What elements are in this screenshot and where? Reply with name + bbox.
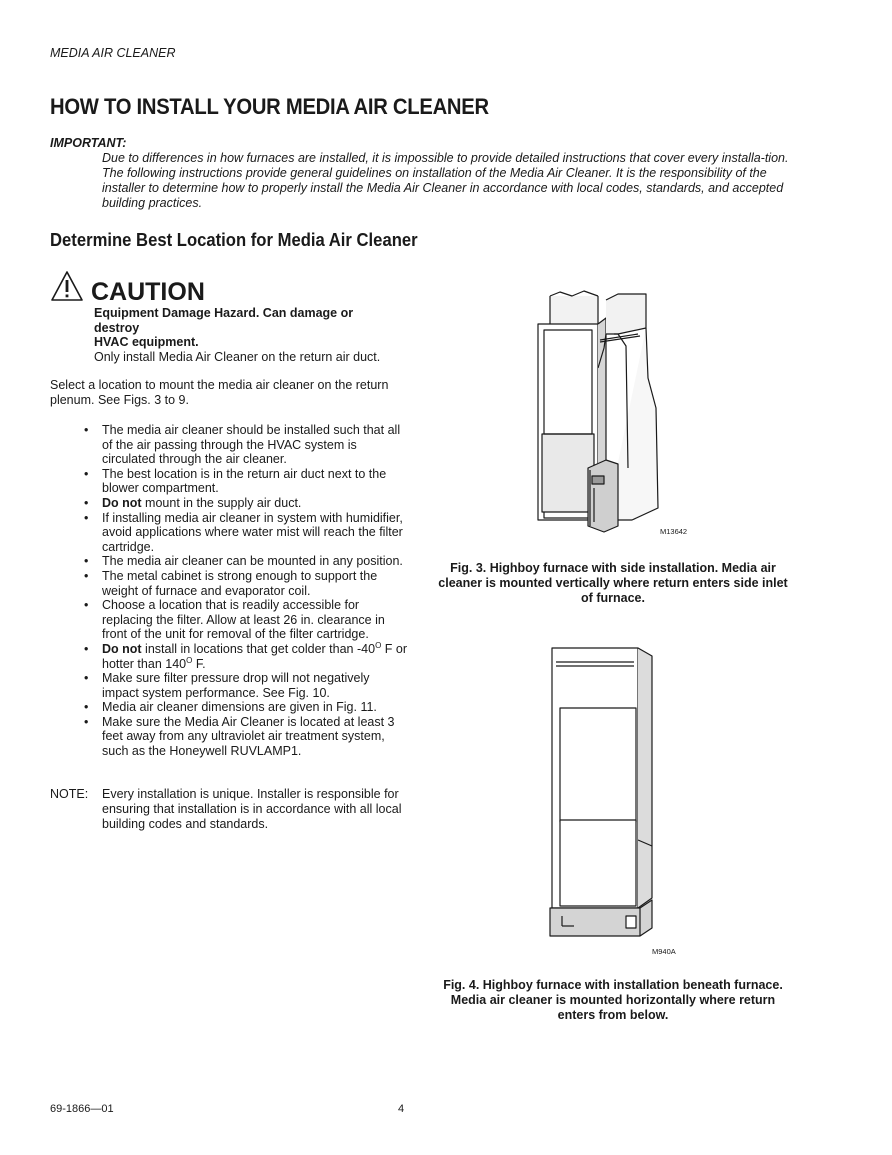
section-heading: Determine Best Location for Media Air Cleaner <box>50 229 418 250</box>
figure-4-caption: Fig. 4. Highboy furnace with installation beneath furnace. Media air cleaner is mounted horizontally where return enters from below. <box>443 978 783 1022</box>
list-item: • The media air cleaner can be mounted in any position. <box>84 554 403 569</box>
list-item: • If installing media air cleaner in system with humidifier, avoid applications where water mist will reach the filter cartridge. <box>84 510 403 554</box>
intro-paragraph: Select a location to mount the media air cleaner on the return plenum. See Figs. 3 to 9. <box>50 378 389 407</box>
list-item: • The metal cabinet is strong enough to support the weight of furnace and evaporator coil. <box>84 568 378 598</box>
caution-instruction: Only install Media Air Cleaner on the return air duct. <box>94 349 381 364</box>
note-text: Every installation is unique. Installer is responsible for ensuring that installation is in accordance with all local building codes and standards. <box>102 787 402 831</box>
location-guidelines-list <box>84 423 409 759</box>
important-label: IMPORTANT: <box>50 136 127 150</box>
caution-body <box>94 306 394 364</box>
figure-3-side-installation <box>528 288 700 538</box>
figure-3-caption: Fig. 3. Highboy furnace with side installation. Media air cleaner is mounted vertically where return enters side inlet of furnace. <box>438 561 788 605</box>
important-text: Due to differences in how furnaces are installed, it is impossible to provide detailed instructions that cover every installa-tion. The following instructions provide general guidelines on installation of the Media Air Cleaner. It is the responsibility of the installer to determine how to properly install the Media Air Cleaner in accordance with local codes, standards, and accepted building practices. <box>102 151 789 210</box>
figure-code: M940A <box>652 947 676 956</box>
list-item: • The best location is in the return air duct next to the blower compartment. <box>84 466 387 496</box>
doc-number: 69-1866—01 <box>50 1103 114 1115</box>
figure-code: M13642 <box>660 527 688 536</box>
list-item: • Make sure the Media Air Cleaner is located at least 3 feet away from any ultraviolet air treatment system, such as the Honeywell RUVLAMP1. <box>84 714 395 759</box>
caution-hazard-line: HVAC equipment. <box>94 335 199 350</box>
caution-title: CAUTION <box>91 278 205 306</box>
note-label: NOTE: <box>50 787 89 801</box>
page-number: 4 <box>398 1103 405 1115</box>
list-item: • Media air cleaner dimensions are given in Fig. 11. <box>84 700 377 715</box>
figure-4-bottom-installation <box>540 640 690 960</box>
page-title: HOW TO INSTALL YOUR MEDIA AIR CLEANER <box>50 94 489 119</box>
installation-note <box>50 787 410 832</box>
caution-hazard-line: Equipment Damage Hazard. Can damage or destroy <box>94 306 354 335</box>
list-item: • Do not install in locations that get colder than $-40^O$ F or hotter than $140^O$ F. <box>84 640 407 671</box>
running-header: MEDIA AIR CLEANER <box>50 46 176 60</box>
list-item: • Make sure filter pressure drop will not negatively impact system performance. See Fig. 10. <box>84 671 370 700</box>
list-item: • The media air cleaner should be installed such that all of the air passing through the HVAC system is circulated through the air cleaner. <box>84 423 401 467</box>
warning-triangle-icon <box>50 270 84 302</box>
list-item: • Choose a location that is readily accessible for replacing the filter. Allow at least 26 in. clearance in front of the unit for removal of the filter cartridge. <box>84 598 385 642</box>
list-item: • Do not mount in the supply air duct. <box>84 495 302 510</box>
